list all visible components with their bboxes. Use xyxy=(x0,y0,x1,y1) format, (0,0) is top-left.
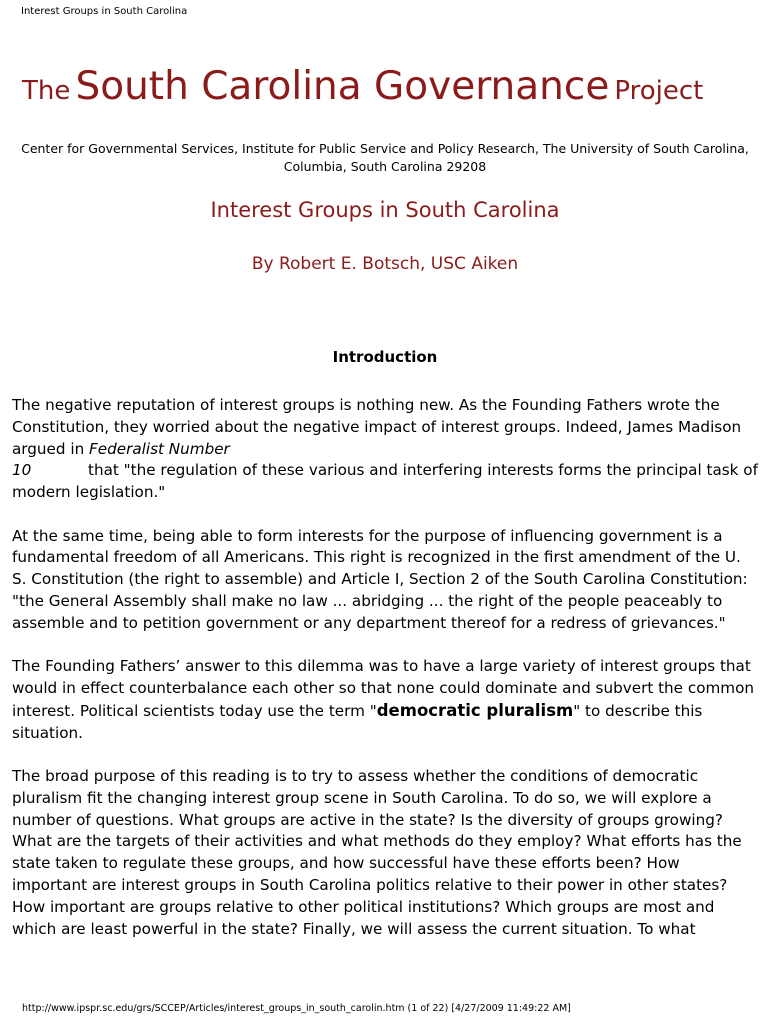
masthead-project: Project xyxy=(614,76,704,106)
section-heading: Introduction xyxy=(332,348,438,366)
affiliation-line-1: Center for Governmental Services, Institute for Public Service and Policy Research, The University of South Carolina, xyxy=(21,141,749,156)
affiliation-line-2: Columbia, South Carolina 29208 xyxy=(283,159,487,174)
federalist-number: 10 xyxy=(12,461,32,480)
paragraph-2: At the same time, being able to form interests for the purpose of influencing government is a fundamental freedom of all Americans. This right is recognized in the first amendment of the U. S. Constitution (the right to assemble) and Article I, Section 2 of the South Carolina Constitution: "the General Assembly shall make no law ... abridging ... the right of the people peaceably to assemble and to petition government or any department thereof for a redress of grievances." xyxy=(12,526,748,632)
page-footer-url: http://www.ipspr.sc.edu/grs/SCCEP/Articles/interest_groups_in_south_carolin.htm (1 of 22) [4/27/2009 11:49:22 AM] xyxy=(22,1003,571,1014)
project-masthead xyxy=(22,64,752,109)
paragraph-3 xyxy=(12,656,758,744)
paragraph-1-text: The negative reputation of interest groups is nothing new. As the Founding Fathers wrote the Constitution, they worried about the negative impact of interest groups. Indeed, James Madison argued in xyxy=(12,396,742,458)
paragraph-3-text: The Founding Fathers’ answer to this dilemma was to have a large variety of interest groups that would in effect counterbalance each other so that none could dominate and subvert the common interest. Political scientists today use the term " xyxy=(12,657,754,720)
author-byline: By Robert E. Botsch, USC Aiken xyxy=(251,254,519,274)
running-title: Interest Groups in South Carolina xyxy=(21,6,188,17)
affiliation-block xyxy=(20,140,750,176)
paragraph-3-end: " to describe this situation. xyxy=(12,701,703,742)
democratic-pluralism-term: democratic pluralism xyxy=(376,700,574,720)
page-title: Interest Groups in South Carolina xyxy=(210,198,560,222)
paragraph-1 xyxy=(12,395,758,504)
article-body xyxy=(12,395,758,962)
masthead-the: The xyxy=(22,76,71,106)
masthead-name: South Carolina Governance xyxy=(75,64,610,109)
federalist-reference: Federalist Number xyxy=(89,439,230,458)
paragraph-1-quote: that "the regulation of these various and interfering interests forms the principal task of modern legislation." xyxy=(12,461,758,502)
paragraph-4: The broad purpose of this reading is to try to assess whether the conditions of democratic pluralism fit the changing interest group scene in South Carolina. To do so, we will explore a number of questions. What groups are active in the state? Is the diversity of groups growing? What are the targets of their activities and what methods do they employ? What efforts has the state taken to regulate these groups, and how successful have these efforts been? How important are interest groups in South Carolina politics relative to their power in other states? How important are groups relative to other political institutions? Which groups are most and which are least powerful in the state? Finally, we will assess the current situation. To what xyxy=(12,766,742,938)
